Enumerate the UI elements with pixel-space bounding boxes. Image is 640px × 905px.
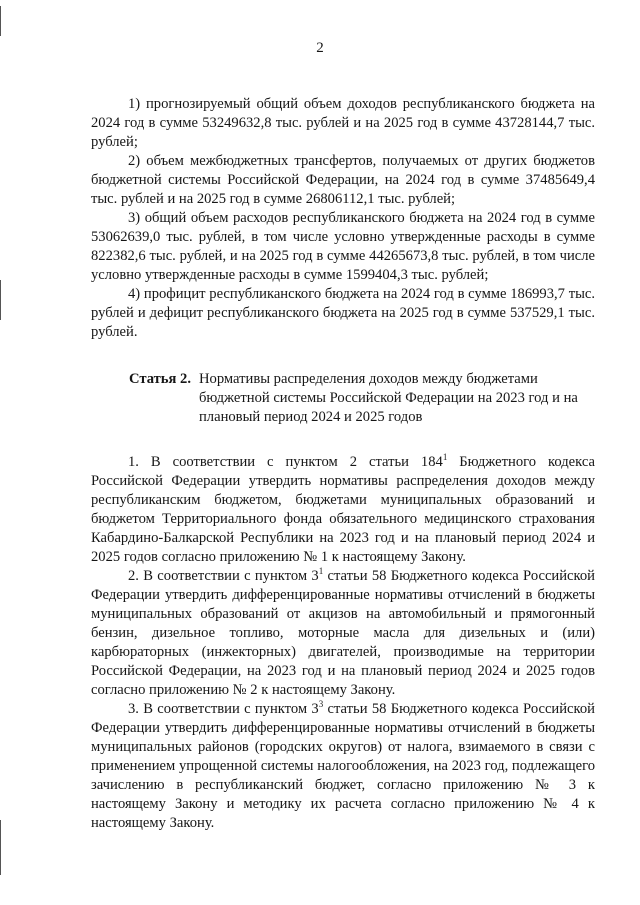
clause-3-text-a: 3. В соответствии с пунктом 3	[128, 701, 319, 717]
clause-3-text-b: статьи 58 Бюджетного кодекса Российской Федерации утвердить дифференцированные нормативы отчислений в бюджеты муниципальных районов (городских округов) от налога, взимаемого в связи с применением упрощенной системы налогообложения, на 2023 год, подлежащего зачислению в республиканский бюджет, согласно приложению № 3 к настоящему Закону и методику их расчета согласно приложению № 4 к настоящему Закону.	[91, 701, 595, 831]
clause-2-superscript: 1	[318, 566, 324, 577]
clause-2-text-b: статьи 58 Бюджетного кодекса Российской Федерации утвердить дифференцированные нормативы отчислений в бюджеты муниципальных образований от акцизов на автомобильный и прямогонный бензин, дизельное топливо, моторные масла для дизельных и (или) карбюраторных (инжекторных) двигателей, производимые на территории Российской Федерации, на 2023 год и на плановый период 2024 и 2025 годов согласно приложению № 2 к настоящему Закону.	[91, 568, 595, 698]
document-body	[91, 95, 595, 833]
scan-edge-mark	[0, 6, 1, 36]
clause-2	[91, 567, 595, 700]
scan-edge-mark	[0, 820, 1, 875]
budget-item-expenses: 3) общий объем расходов республиканского бюджета на 2024 год в сумме 53062639,0 тыс. рублей, в том числе условно утвержденные расходы в сумме 822382,6 тыс. рублей, и на 2025 год в сумме 44265673,8 тыс. рублей, в том числе условно утвержденные расходы в сумме 1599404,3 тыс. рублей;	[91, 210, 595, 283]
clause-1-text-a: 1. В соответствии с пунктом 2 статьи 184	[128, 454, 443, 470]
article-heading	[91, 370, 595, 427]
clause-1-text-b: Бюджетного кодекса Российской Федерации утвердить нормативы распределения доходов между республиканским бюджетом, бюджетами муниципальных образований и бюджетом Территориального фонда обязательного медицинского страхования Кабардино-Балкарской Республики на 2023 год и на плановый период 2024 и 2025 годов согласно приложению № 1 к настоящему Закону.	[91, 454, 595, 565]
article-label: Статья 2.	[129, 371, 191, 387]
page-number: 2	[316, 40, 324, 56]
clause-3	[91, 700, 595, 833]
budget-item-transfers: 2) объем межбюджетных трансфертов, получаемых от других бюджетов бюджетной системы Российской Федерации, на 2024 год в сумме 37485649,4 тыс. рублей и на 2025 год в сумме 26806112,1 тыс. рублей;	[91, 153, 595, 207]
scan-edge-mark	[0, 280, 1, 320]
article-title: Нормативы распределения доходов между бюджетами бюджетной системы Российской Федерации на 2023 год и на плановый период 2024 и 2025 годов	[199, 371, 578, 425]
budget-item-surplus-deficit: 4) профицит республиканского бюджета на 2024 год в сумме 186993,7 тыс. рублей и дефицит республиканского бюджета на 2025 год в сумме 537529,1 тыс. рублей.	[91, 286, 595, 340]
clause-1-superscript: 1	[442, 452, 448, 463]
clause-2-text-a: 2. В соответствии с пунктом 3	[128, 568, 319, 584]
budget-item-revenue: 1) прогнозируемый общий объем доходов республиканского бюджета на 2024 год в сумме 53249632,8 тыс. рублей и на 2025 год в сумме 43728144,7 тыс. рублей;	[91, 96, 595, 150]
clause-1	[91, 453, 595, 567]
clause-3-superscript: 3	[318, 699, 324, 710]
